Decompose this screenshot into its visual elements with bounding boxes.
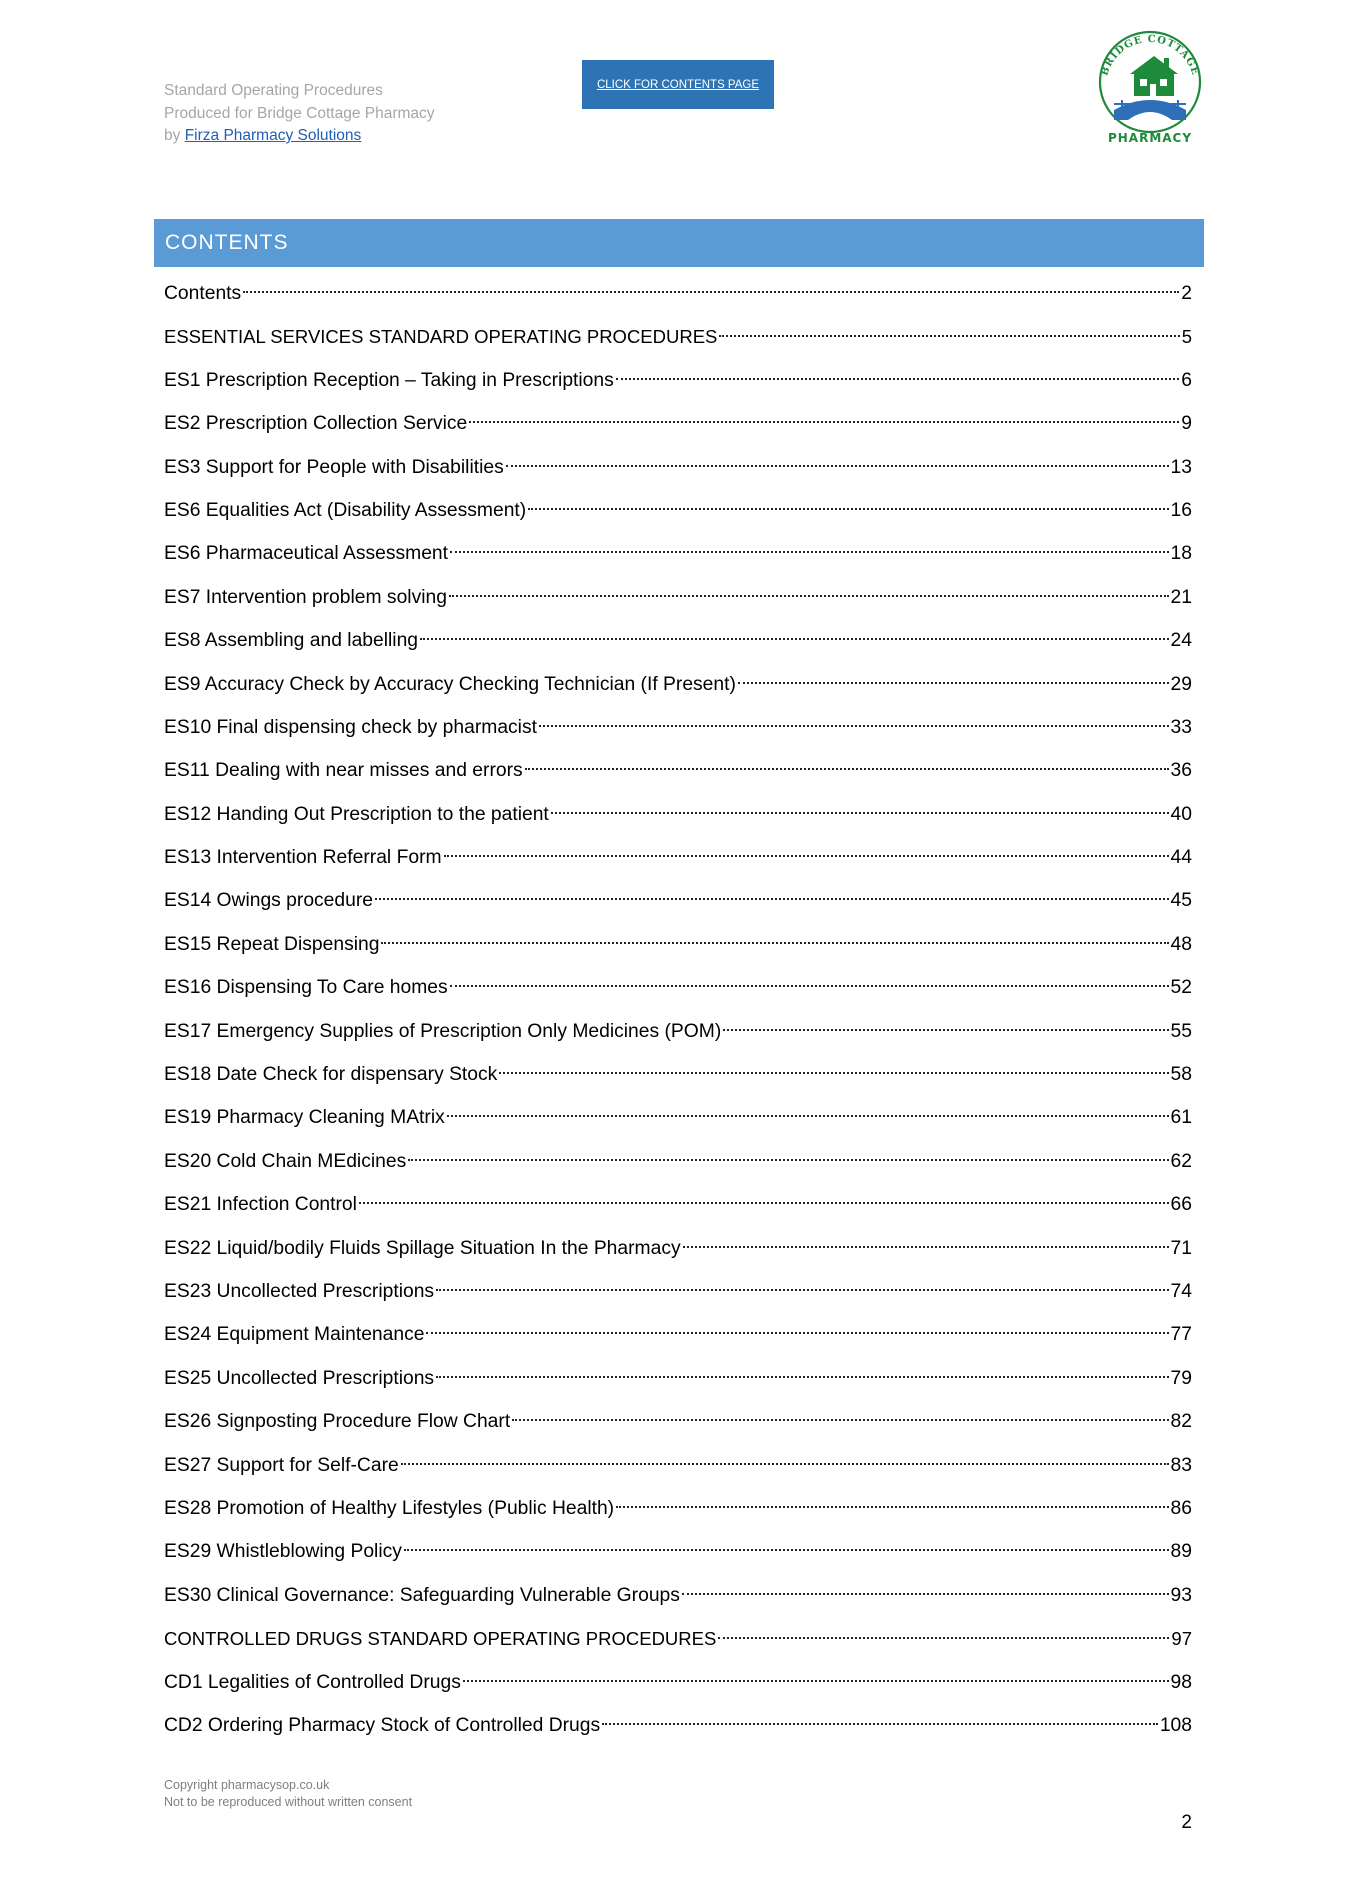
toc-entry-page: 66: [1170, 1194, 1192, 1216]
toc-dot-leader: [426, 1331, 1168, 1334]
toc-entry-page: 58: [1170, 1064, 1192, 1086]
toc-entry-page: 24: [1170, 630, 1192, 652]
toc-entry-page: 71: [1170, 1237, 1192, 1259]
toc-entry-title: ES23 Uncollected Prescriptions: [164, 1280, 435, 1302]
bridge-icon: [1114, 100, 1186, 120]
toc-dot-leader: [381, 941, 1168, 944]
toc-entry-page: 5: [1181, 326, 1192, 348]
toc-entry[interactable]: [164, 359, 1192, 402]
toc-entry-page: 82: [1170, 1411, 1192, 1433]
toc-entry-page: 98: [1170, 1671, 1192, 1693]
toc-entry-title: Contents: [164, 283, 242, 304]
header-line-2: Produced for Bridge Cottage Pharmacy: [164, 104, 435, 122]
toc-dot-leader: [449, 594, 1169, 597]
toc-entry-title: ES16 Dispensing To Care homes: [164, 977, 448, 999]
toc-entry-page: 77: [1170, 1324, 1192, 1346]
toc-entry-title: ES3 Support for People with Disabilities: [164, 456, 504, 478]
toc-entry-page: 79: [1170, 1367, 1192, 1389]
toc-entry-title: ES29 Whistleblowing Policy: [164, 1541, 402, 1563]
toc-dot-leader: [408, 1158, 1168, 1161]
toc-entry[interactable]: [164, 1313, 1192, 1356]
toc-entry[interactable]: [164, 532, 1192, 575]
toc-dot-leader: [499, 1071, 1168, 1074]
toc-entry-title: ES2 Prescription Collection Service: [164, 413, 468, 435]
toc-entry[interactable]: [164, 272, 1192, 315]
toc-entry-page: 13: [1170, 456, 1192, 478]
toc-entry-title: ES18 Date Check for dispensary Stock: [164, 1064, 498, 1086]
toc-entry-title: ES11 Dealing with near misses and errors: [164, 760, 523, 782]
contents-heading-bar: [154, 219, 1204, 267]
toc-dot-leader: [444, 854, 1169, 857]
toc-dot-leader: [436, 1375, 1168, 1378]
toc-entry-title: ES12 Handing Out Prescription to the patient: [164, 803, 549, 825]
toc-entry-title: ES27 Support for Self-Care: [164, 1454, 399, 1476]
toc-entry[interactable]: [164, 1053, 1192, 1096]
toc-entry-page: 61: [1170, 1107, 1192, 1129]
footer: [164, 1777, 412, 1811]
toc-dot-leader: [243, 290, 1179, 293]
logo-pharmacy-text: PHARMACY: [1107, 131, 1193, 145]
toc-entry-page: 52: [1170, 977, 1192, 999]
page-number: 2: [1181, 1812, 1192, 1833]
header-line-1: Standard Operating Procedures: [164, 82, 383, 99]
toc-entry-title: CD1 Legalities of Controlled Drugs: [164, 1671, 461, 1693]
toc-dot-leader: [463, 1679, 1169, 1682]
contents-page-button[interactable]: CLICK FOR CONTENTS PAGE: [582, 60, 774, 109]
toc-entry[interactable]: [164, 402, 1192, 445]
toc-entry-page: 93: [1170, 1584, 1192, 1606]
toc-dot-leader: [506, 464, 1169, 467]
toc-entry[interactable]: [164, 489, 1192, 532]
toc-entry-title: ES22 Liquid/bodily Fluids Spillage Situation In the Pharmacy: [164, 1237, 681, 1259]
toc-entry-page: 89: [1170, 1541, 1192, 1563]
toc-entry[interactable]: [164, 1270, 1192, 1313]
toc-entry-title: ES19 Pharmacy Cleaning MAtrix: [164, 1107, 445, 1129]
toc-entry-page: 36: [1170, 760, 1192, 782]
header-line-3: [164, 125, 435, 148]
toc-entry[interactable]: [164, 923, 1192, 966]
toc-entry-title: ES6 Pharmaceutical Assessment: [164, 543, 448, 565]
toc-dot-leader: [616, 377, 1179, 380]
toc-entry[interactable]: [164, 1530, 1192, 1573]
toc-entry-page: 21: [1170, 586, 1192, 608]
toc-entry-title: ES26 Signposting Procedure Flow Chart: [164, 1411, 511, 1433]
contents-heading: CONTENTS: [165, 231, 289, 254]
toc-entry[interactable]: [164, 793, 1192, 836]
toc-dot-leader: [401, 1462, 1169, 1465]
author-link[interactable]: Firza Pharmacy Solutions: [184, 127, 362, 144]
toc-dot-leader: [723, 1028, 1168, 1031]
toc-entry-page: 33: [1170, 716, 1192, 738]
toc-dot-leader: [602, 1722, 1158, 1725]
toc-entry-title: ES1 Prescription Reception – Taking in Prescriptions: [164, 369, 614, 391]
toc-entry-title: ES20 Cold Chain MEdicines: [164, 1150, 407, 1172]
toc-entry-title: ES6 Equalities Act (Disability Assessment): [164, 499, 527, 521]
toc-dot-leader: [616, 1505, 1168, 1508]
toc-entry[interactable]: [164, 836, 1192, 879]
toc-dot-leader: [539, 724, 1169, 727]
toc-entry[interactable]: [164, 1617, 1192, 1660]
toc-entry[interactable]: [164, 1357, 1192, 1400]
toc-dot-leader: [469, 420, 1179, 423]
toc-entry-title: ES13 Intervention Referral Form: [164, 847, 442, 869]
toc-dot-leader: [404, 1548, 1169, 1551]
toc-entry-page: 86: [1170, 1497, 1192, 1519]
toc-entry-page: 108: [1159, 1714, 1192, 1736]
toc-entry-page: 45: [1170, 890, 1192, 912]
toc-entry-page: 74: [1170, 1280, 1192, 1302]
by-prefix: by: [164, 127, 181, 144]
toc-entry-title: ESSENTIAL SERVICES STANDARD OPERATING PROCEDURES: [164, 326, 718, 348]
toc-dot-leader: [512, 1418, 1168, 1421]
toc-entry[interactable]: [164, 1010, 1192, 1053]
toc-entry-title: ES24 Equipment Maintenance: [164, 1324, 425, 1346]
toc-dot-leader: [436, 1288, 1168, 1291]
toc-entry-title: ES9 Accuracy Check by Accuracy Checking Technician (If Present): [164, 673, 736, 695]
toc-entry-page: 9: [1181, 413, 1192, 435]
toc-entry[interactable]: [164, 1661, 1192, 1704]
toc-entry-title: ES14 Owings procedure: [164, 890, 373, 912]
toc-entry[interactable]: [164, 1400, 1192, 1443]
toc-entry[interactable]: [164, 966, 1192, 1009]
toc-entry-title: ES21 Infection Control: [164, 1194, 357, 1216]
toc-entry-title: CD2 Ordering Pharmacy Stock of Controlled Drugs: [164, 1714, 601, 1736]
table-of-contents: [164, 272, 1192, 1747]
bridge-cottage-logo: [1092, 24, 1208, 148]
toc-entry-page: 62: [1170, 1150, 1192, 1172]
toc-dot-leader: [420, 637, 1169, 640]
toc-entry[interactable]: [164, 315, 1192, 358]
toc-entry-page: 40: [1170, 803, 1192, 825]
toc-dot-leader: [738, 681, 1169, 684]
footer-copyright: Copyright pharmacysop.co.uk: [164, 1778, 330, 1792]
toc-entry[interactable]: [164, 749, 1192, 792]
toc-entry-page: 16: [1170, 499, 1192, 521]
toc-entry-page: 29: [1170, 673, 1192, 695]
toc-dot-leader: [359, 1201, 1169, 1204]
toc-entry-title: ES7 Intervention problem solving: [164, 586, 447, 608]
toc-dot-leader: [551, 811, 1169, 814]
toc-entry-title: ES30 Clinical Governance: Safeguarding Vulnerable Groups: [164, 1584, 680, 1606]
toc-entry-page: 6: [1181, 369, 1192, 391]
toc-entry-page: 18: [1170, 543, 1192, 565]
footer-consent: Not to be reproduced without written consent: [164, 1795, 413, 1809]
toc-dot-leader: [683, 1245, 1169, 1248]
toc-entry[interactable]: [164, 1704, 1192, 1747]
toc-dot-leader: [447, 1114, 1169, 1117]
toc-entry[interactable]: [164, 1140, 1192, 1183]
toc-entry[interactable]: [164, 706, 1192, 749]
toc-dot-leader: [525, 767, 1169, 770]
toc-dot-leader: [450, 550, 1169, 553]
toc-dot-leader: [375, 897, 1169, 900]
document-header: [164, 80, 435, 148]
toc-entry-title: ES25 Uncollected Prescriptions: [164, 1367, 435, 1389]
toc-entry-page: 83: [1170, 1454, 1192, 1476]
toc-dot-leader: [682, 1592, 1169, 1595]
cottage-icon: [1130, 56, 1178, 96]
toc-entry-title: ES28 Promotion of Healthy Lifestyles (Public Health): [164, 1497, 615, 1519]
toc-dot-leader: [718, 1636, 1169, 1639]
toc-entry[interactable]: [164, 446, 1192, 489]
toc-entry-page: 44: [1170, 847, 1192, 869]
toc-entry[interactable]: [164, 1096, 1192, 1139]
toc-dot-leader: [450, 984, 1169, 987]
toc-entry-page: 2: [1181, 283, 1192, 304]
toc-entry[interactable]: [164, 1227, 1192, 1270]
toc-entry[interactable]: [164, 619, 1192, 662]
logo-arc-text: BRIDGE COTTAGE: [1099, 33, 1201, 78]
toc-entry[interactable]: [164, 879, 1192, 922]
toc-entry[interactable]: [164, 1444, 1192, 1487]
toc-entry[interactable]: [164, 1487, 1192, 1530]
toc-entry[interactable]: [164, 576, 1192, 619]
toc-entry-page: 97: [1171, 1628, 1192, 1650]
toc-entry-title: ES15 Repeat Dispensing: [164, 933, 380, 955]
toc-entry[interactable]: [164, 663, 1192, 706]
toc-entry-page: 48: [1170, 933, 1192, 955]
toc-entry[interactable]: [164, 1574, 1192, 1617]
toc-dot-leader: [528, 507, 1168, 510]
toc-entry[interactable]: [164, 1183, 1192, 1226]
toc-entry-title: ES10 Final dispensing check by pharmacist: [164, 716, 537, 738]
toc-entry-title: ES17 Emergency Supplies of Prescription Only Medicines (POM): [164, 1020, 722, 1042]
toc-dot-leader: [719, 334, 1179, 337]
toc-entry-title: ES8 Assembling and labelling: [164, 630, 419, 652]
toc-entry-page: 55: [1170, 1020, 1192, 1042]
toc-entry-title: CONTROLLED DRUGS STANDARD OPERATING PROCEDURES: [164, 1628, 717, 1650]
